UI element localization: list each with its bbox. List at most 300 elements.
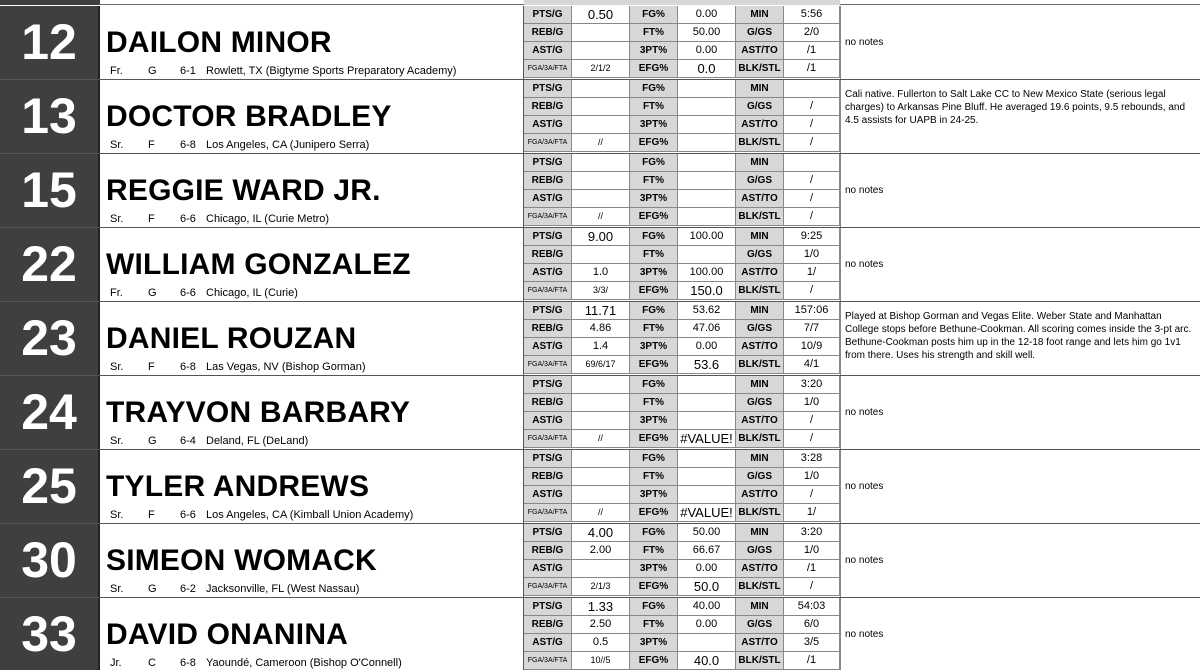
stat-label-min: MIN [736,154,784,172]
jersey-number: 12 [0,6,100,79]
stat-label-three-pct: 3PT% [630,264,678,282]
stat-value-blk-stl: /1 [784,652,840,670]
scouting-notes: Played at Bishop Gorman and Vegas Elite. Weber State and Manhattan College stops before Bethune-Cookman. All scoring comes inside the 3-pt arc. Bethune-Cookman posts him up in the 12-18 foot range and lets him go 1v1 from there. Uses his strength and skill well. [840,302,1200,375]
stat-label-g-gs: G/GS [736,616,784,634]
stat-label-g-gs: G/GS [736,320,784,338]
stat-value-three-pct: 100.00 [678,264,736,282]
stat-label-fg-pct: FG% [630,154,678,172]
stat-label-pts-g: PTS/G [524,302,572,320]
stat-value-min: 157:06 [784,302,840,320]
stat-label-ast-to: AST/TO [736,42,784,60]
stat-label-blk-stl: BLK/STL [736,504,784,522]
top-strip-stat-cap [524,0,840,5]
stat-value-pts-g: 1.33 [572,598,630,616]
stat-value-ast-g: 1.0 [572,264,630,282]
stat-label-fga-3a-fta: FGA/3A/FTA [524,430,572,448]
stat-label-ast-g: AST/G [524,116,572,134]
stat-label-ast-g: AST/G [524,190,572,208]
player-hometown: Deland, FL (DeLand) [206,435,309,447]
scouting-notes: no notes [840,228,1200,301]
stat-label-ft-pct: FT% [630,468,678,486]
stat-value-pts-g [572,376,630,394]
stat-value-efg-pct: 0.0 [678,60,736,78]
stat-value-min: 3:20 [784,524,840,542]
stat-grid [524,524,840,597]
stat-value-fg-pct [678,450,736,468]
player-class: Fr. [110,287,123,299]
player-row [0,228,1200,302]
stat-value-ft-pct: 47.06 [678,320,736,338]
stat-value-ft-pct [678,468,736,486]
stat-value-ft-pct: 50.00 [678,24,736,42]
scouting-notes: no notes [840,524,1200,597]
stat-label-min: MIN [736,228,784,246]
stat-value-ast-g [572,560,630,578]
stat-label-ast-to: AST/TO [736,634,784,652]
player-name: REGGIE WARD JR. [106,174,381,207]
stat-label-ft-pct: FT% [630,246,678,264]
stat-value-pts-g: 0.50 [572,6,630,24]
jersey-number: 23 [0,302,100,375]
stat-label-pts-g: PTS/G [524,450,572,468]
stat-label-ast-g: AST/G [524,338,572,356]
stat-value-three-pct: 0.00 [678,42,736,60]
jersey-number: 13 [0,80,100,153]
player-height: 6-2 [180,583,196,595]
stat-label-three-pct: 3PT% [630,190,678,208]
stat-value-fga-3a-fta: 69/6/17 [572,356,630,374]
stat-label-g-gs: G/GS [736,468,784,486]
stat-value-blk-stl: /1 [784,60,840,78]
stat-value-reb-g [572,98,630,116]
stat-value-fga-3a-fta: // [572,430,630,448]
stat-label-reb-g: REB/G [524,172,572,190]
player-details [100,508,524,522]
stat-value-three-pct: 0.00 [678,338,736,356]
stat-value-ast-to: 1/ [784,264,840,282]
stat-label-fga-3a-fta: FGA/3A/FTA [524,504,572,522]
stat-label-reb-g: REB/G [524,468,572,486]
stat-label-fga-3a-fta: FGA/3A/FTA [524,60,572,78]
jersey-number: 22 [0,228,100,301]
stat-value-reb-g: 4.86 [572,320,630,338]
player-height: 6-8 [180,657,196,669]
stat-label-efg-pct: EFG% [630,134,678,152]
stat-value-ast-to: 3/5 [784,634,840,652]
stat-label-fga-3a-fta: FGA/3A/FTA [524,578,572,596]
stat-value-efg-pct: 150.0 [678,282,736,300]
stat-label-g-gs: G/GS [736,172,784,190]
stat-value-min: 9:25 [784,228,840,246]
stat-value-reb-g [572,394,630,412]
stat-label-reb-g: REB/G [524,394,572,412]
stat-value-three-pct [678,412,736,430]
player-height: 6-4 [180,435,196,447]
stat-value-ast-to: / [784,412,840,430]
stat-label-fg-pct: FG% [630,450,678,468]
scouting-notes: no notes [840,154,1200,227]
player-hometown: Yaoundé, Cameroon (Bishop O'Connell) [206,657,402,669]
stat-label-ft-pct: FT% [630,616,678,634]
stat-value-g-gs: 1/0 [784,468,840,486]
stat-value-g-gs: 6/0 [784,616,840,634]
stat-value-fg-pct: 40.00 [678,598,736,616]
player-height: 6-8 [180,139,196,151]
stat-value-fg-pct: 53.62 [678,302,736,320]
player-hometown: Rowlett, TX (Bigtyme Sports Preparatory Academy) [206,65,457,77]
stat-value-fga-3a-fta: // [572,504,630,522]
player-height: 6-8 [180,361,196,373]
stat-value-ast-g [572,42,630,60]
stat-label-ft-pct: FT% [630,172,678,190]
stat-value-ast-g [572,190,630,208]
player-position: F [148,213,155,225]
stat-label-ast-g: AST/G [524,560,572,578]
stat-label-three-pct: 3PT% [630,116,678,134]
stat-label-ast-to: AST/TO [736,560,784,578]
player-name: TRAYVON BARBARY [106,396,411,429]
stat-label-ast-to: AST/TO [736,190,784,208]
stat-label-reb-g: REB/G [524,616,572,634]
stat-label-g-gs: G/GS [736,98,784,116]
player-position: F [148,509,155,521]
stat-label-efg-pct: EFG% [630,356,678,374]
player-class: Sr. [110,213,124,225]
stat-value-three-pct [678,634,736,652]
stat-value-fga-3a-fta: 2/1/2 [572,60,630,78]
stat-label-g-gs: G/GS [736,394,784,412]
stat-label-three-pct: 3PT% [630,486,678,504]
stat-label-three-pct: 3PT% [630,560,678,578]
player-info [100,450,524,523]
stat-value-ast-to: / [784,190,840,208]
stat-label-efg-pct: EFG% [630,282,678,300]
stat-label-pts-g: PTS/G [524,80,572,98]
player-class: Sr. [110,361,124,373]
player-height: 6-6 [180,509,196,521]
player-position: G [148,583,157,595]
stat-label-ft-pct: FT% [630,24,678,42]
stat-value-ast-g [572,116,630,134]
stat-value-g-gs: / [784,98,840,116]
stat-grid [524,154,840,227]
stat-label-ast-g: AST/G [524,42,572,60]
stat-value-g-gs: 2/0 [784,24,840,42]
stat-label-ast-to: AST/TO [736,486,784,504]
player-height: 6-6 [180,287,196,299]
stat-label-fg-pct: FG% [630,524,678,542]
player-details [100,64,524,78]
stat-value-ft-pct: 66.67 [678,542,736,560]
stat-value-ast-to: / [784,486,840,504]
player-info [100,228,524,301]
player-details [100,138,524,152]
jersey-number: 25 [0,450,100,523]
stat-label-fg-pct: FG% [630,302,678,320]
stat-label-reb-g: REB/G [524,98,572,116]
jersey-number: 15 [0,154,100,227]
stat-grid [524,228,840,301]
stat-value-fg-pct: 100.00 [678,228,736,246]
stat-value-ft-pct [678,172,736,190]
player-hometown: Los Angeles, CA (Junipero Serra) [206,139,370,151]
jersey-number: 30 [0,524,100,597]
stat-value-ast-g [572,486,630,504]
stat-label-ast-g: AST/G [524,634,572,652]
stat-label-efg-pct: EFG% [630,430,678,448]
player-name: SIMEON WOMACK [106,544,377,577]
player-row [0,302,1200,376]
stat-label-ast-to: AST/TO [736,338,784,356]
stat-value-reb-g [572,24,630,42]
stat-value-fg-pct [678,80,736,98]
player-name: TYLER ANDREWS [106,470,370,503]
stat-label-ft-pct: FT% [630,98,678,116]
stat-value-three-pct: 0.00 [678,560,736,578]
stat-value-efg-pct [678,208,736,226]
stat-value-pts-g: 4.00 [572,524,630,542]
stat-label-reb-g: REB/G [524,542,572,560]
player-info [100,524,524,597]
stat-label-efg-pct: EFG% [630,208,678,226]
stat-label-reb-g: REB/G [524,24,572,42]
stat-label-min: MIN [736,598,784,616]
stat-label-blk-stl: BLK/STL [736,282,784,300]
stat-value-blk-stl: / [784,430,840,448]
stat-label-pts-g: PTS/G [524,228,572,246]
stat-value-min: 3:20 [784,376,840,394]
player-info [100,80,524,153]
stat-value-ast-g: 0.5 [572,634,630,652]
stat-value-fg-pct: 50.00 [678,524,736,542]
stat-value-fg-pct [678,376,736,394]
stat-label-fg-pct: FG% [630,6,678,24]
stat-label-g-gs: G/GS [736,246,784,264]
stat-value-fg-pct: 0.00 [678,6,736,24]
stat-value-reb-g [572,246,630,264]
stat-value-blk-stl: 1/ [784,504,840,522]
stat-value-blk-stl: 4/1 [784,356,840,374]
player-info [100,302,524,375]
scouting-notes: no notes [840,450,1200,523]
player-class: Fr. [110,65,123,77]
stat-value-three-pct [678,486,736,504]
player-class: Sr. [110,509,124,521]
stat-value-g-gs: / [784,172,840,190]
stat-label-reb-g: REB/G [524,320,572,338]
player-hometown: Chicago, IL (Curie) [206,287,298,299]
stat-label-fga-3a-fta: FGA/3A/FTA [524,356,572,374]
top-strip [0,0,1200,5]
player-row [0,450,1200,524]
stat-label-pts-g: PTS/G [524,598,572,616]
stat-value-g-gs: 1/0 [784,394,840,412]
stat-value-pts-g [572,450,630,468]
scouting-notes: Cali native. Fullerton to Salt Lake CC to New Mexico State (serious legal charges) to Arkansas Pine Bluff. He averaged 19.6 points, 9.5 rebounds, and 4.5 assists for UAPB in 24-25. [840,80,1200,153]
stat-label-three-pct: 3PT% [630,412,678,430]
player-row [0,376,1200,450]
player-position: C [148,657,156,669]
stat-value-fga-3a-fta: 2/1/3 [572,578,630,596]
player-info [100,154,524,227]
player-position: G [148,287,157,299]
stat-label-min: MIN [736,450,784,468]
stat-value-min [784,80,840,98]
player-class: Jr. [110,657,122,669]
stat-value-efg-pct: 53.6 [678,356,736,374]
stat-label-g-gs: G/GS [736,542,784,560]
stat-label-blk-stl: BLK/STL [736,60,784,78]
stat-label-blk-stl: BLK/STL [736,208,784,226]
stat-label-blk-stl: BLK/STL [736,652,784,670]
stat-label-fg-pct: FG% [630,598,678,616]
stat-value-ast-g [572,412,630,430]
stat-grid [524,6,840,79]
scouting-notes: no notes [840,376,1200,449]
stat-label-g-gs: G/GS [736,24,784,42]
stat-label-three-pct: 3PT% [630,42,678,60]
stat-label-efg-pct: EFG% [630,578,678,596]
stat-value-g-gs: 1/0 [784,246,840,264]
scouting-notes: no notes [840,6,1200,79]
stat-label-fg-pct: FG% [630,80,678,98]
player-name: DAILON MINOR [106,26,332,59]
player-name: DAVID ONANINA [106,618,349,651]
player-details [100,212,524,226]
stat-value-ft-pct: 0.00 [678,616,736,634]
stat-label-ast-to: AST/TO [736,116,784,134]
top-strip-number-cap [0,0,100,5]
player-hometown: Las Vegas, NV (Bishop Gorman) [206,361,366,373]
stat-label-blk-stl: BLK/STL [736,134,784,152]
player-hometown: Jacksonville, FL (West Nassau) [206,583,360,595]
stat-value-efg-pct: 50.0 [678,578,736,596]
stat-value-ft-pct [678,98,736,116]
stat-value-pts-g: 11.71 [572,302,630,320]
player-hometown: Los Angeles, CA (Kimball Union Academy) [206,509,414,521]
stat-value-fga-3a-fta: 10//5 [572,652,630,670]
player-hometown: Chicago, IL (Curie Metro) [206,213,330,225]
stat-value-blk-stl: / [784,578,840,596]
player-class: Sr. [110,435,124,447]
player-position: F [148,139,155,151]
stat-value-ft-pct [678,394,736,412]
stat-grid [524,450,840,523]
stat-value-fga-3a-fta: // [572,208,630,226]
stat-value-reb-g: 2.50 [572,616,630,634]
stat-label-ast-g: AST/G [524,486,572,504]
stat-label-ast-g: AST/G [524,412,572,430]
stat-label-blk-stl: BLK/STL [736,578,784,596]
player-position: G [148,65,157,77]
stat-value-reb-g [572,468,630,486]
stat-label-min: MIN [736,524,784,542]
stat-value-ft-pct [678,246,736,264]
stat-label-fga-3a-fta: FGA/3A/FTA [524,652,572,670]
player-info [100,6,524,79]
stat-value-blk-stl: / [784,134,840,152]
stat-label-min: MIN [736,302,784,320]
stat-label-ft-pct: FT% [630,542,678,560]
stat-value-ast-to: / [784,116,840,134]
stat-value-reb-g: 2.00 [572,542,630,560]
stat-label-reb-g: REB/G [524,246,572,264]
stat-grid [524,302,840,375]
player-details [100,286,524,300]
stat-value-min [784,154,840,172]
stat-value-efg-pct: #VALUE! [678,430,736,448]
player-details [100,656,524,670]
stat-value-blk-stl: / [784,282,840,300]
stat-label-pts-g: PTS/G [524,524,572,542]
stat-label-ast-g: AST/G [524,264,572,282]
stat-value-efg-pct: #VALUE! [678,504,736,522]
stat-value-min: 3:28 [784,450,840,468]
stat-value-pts-g [572,80,630,98]
stat-value-pts-g: 9.00 [572,228,630,246]
stat-label-ast-to: AST/TO [736,412,784,430]
player-info [100,598,524,670]
stat-grid [524,598,840,670]
stat-value-min: 5:56 [784,6,840,24]
stat-label-ast-to: AST/TO [736,264,784,282]
player-row [0,6,1200,80]
stat-label-efg-pct: EFG% [630,652,678,670]
player-class: Sr. [110,139,124,151]
stat-label-fga-3a-fta: FGA/3A/FTA [524,134,572,152]
stat-value-min: 54:03 [784,598,840,616]
stat-grid [524,376,840,449]
stat-label-min: MIN [736,80,784,98]
stat-value-g-gs: 1/0 [784,542,840,560]
stat-value-three-pct [678,116,736,134]
stat-label-blk-stl: BLK/STL [736,430,784,448]
player-name: WILLIAM GONZALEZ [106,248,411,281]
player-height: 6-6 [180,213,196,225]
stat-label-three-pct: 3PT% [630,634,678,652]
player-position: G [148,435,157,447]
player-name: DANIEL ROUZAN [106,322,357,355]
player-row [0,598,1200,670]
stat-value-fg-pct [678,154,736,172]
player-row [0,80,1200,154]
stat-value-ast-to: /1 [784,560,840,578]
stat-label-pts-g: PTS/G [524,154,572,172]
stat-value-fga-3a-fta: 3/3/ [572,282,630,300]
stat-value-g-gs: 7/7 [784,320,840,338]
stat-label-min: MIN [736,6,784,24]
stat-label-three-pct: 3PT% [630,338,678,356]
stat-label-pts-g: PTS/G [524,6,572,24]
jersey-number: 24 [0,376,100,449]
scouting-notes: no notes [840,598,1200,670]
player-position: F [148,361,155,373]
player-details [100,434,524,448]
stat-value-reb-g [572,172,630,190]
player-height: 6-1 [180,65,196,77]
player-row [0,524,1200,598]
stat-value-ast-g: 1.4 [572,338,630,356]
stat-label-pts-g: PTS/G [524,376,572,394]
stat-value-three-pct [678,190,736,208]
player-info [100,376,524,449]
stat-label-efg-pct: EFG% [630,504,678,522]
stat-value-fga-3a-fta: // [572,134,630,152]
stat-label-fg-pct: FG% [630,376,678,394]
stat-label-fga-3a-fta: FGA/3A/FTA [524,282,572,300]
stat-value-efg-pct [678,134,736,152]
stat-label-blk-stl: BLK/STL [736,356,784,374]
